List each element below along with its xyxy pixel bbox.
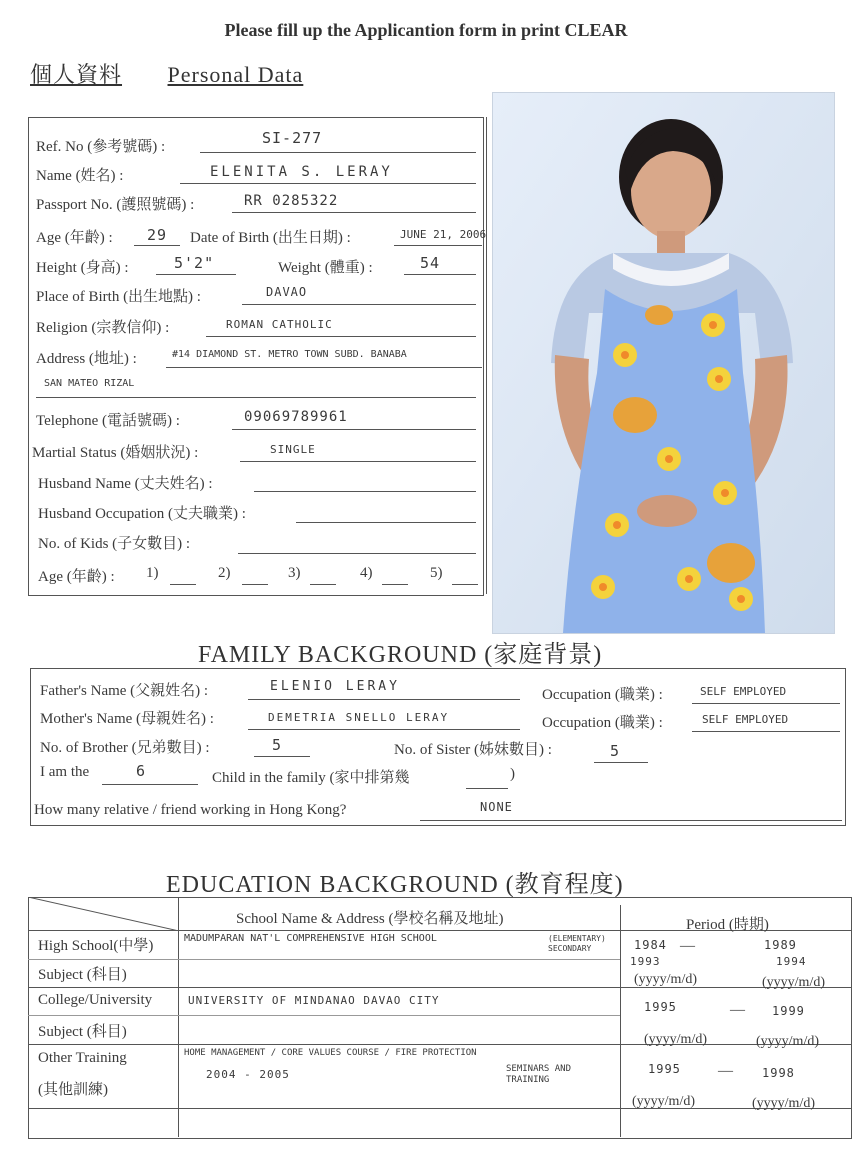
passport-value[interactable]: RR 0285322 [244,193,339,209]
personal-heading-cn: 個人資料 [30,62,123,87]
father-label: Father's Name (父親姓名) : [40,683,209,699]
age-label: Age (年齡) : [36,230,113,246]
name-label: Name (姓名) : [36,168,124,184]
name-value[interactable]: ELENITA S. LERAY [210,164,393,180]
religion-label: Religion (宗教信仰) : [36,320,170,336]
header-diagonal [28,897,179,931]
applicant-photo-drawing [493,93,834,633]
telephone-value[interactable]: 09069789961 [244,409,348,425]
mother-value[interactable]: DEMETRIA SNELLO LERAY [268,711,450,724]
relative-value[interactable]: NONE [480,800,513,814]
form-title: Please fill up the Applicantion form in print CLEAR [224,20,628,40]
address-value-1[interactable]: #14 DIAMOND ST. METRO TOWN SUBD. BANABA [172,349,407,360]
college-date-format-to: (yyyy/m/d) [756,1034,819,1049]
husband-occ-label: Husband Occupation (丈夫職業) : [38,506,246,522]
subject-label: Subject (科目) [38,967,127,983]
sister-value[interactable]: 5 [610,742,621,760]
telephone-label: Telephone (電話號碼) : [36,413,180,429]
relative-label: How many relative / friend working in Hong Kong? [34,802,347,818]
height-label: Height (身高) : [36,260,129,276]
kids-label: No. of Kids (子女數目) : [38,536,191,552]
high-school-label: High School(中學) [38,938,154,954]
brother-label: No. of Brother (兄弟數目) : [40,740,210,756]
religion-value[interactable]: ROMAN CATHOLIC [226,318,333,331]
college-label: College/University [38,992,153,1008]
address-value-2[interactable]: SAN MATEO RIZAL [44,378,135,389]
school-header: School Name & Address (學校名稱及地址) [236,911,504,927]
ref-value[interactable]: SI-277 [262,129,323,147]
pob-value[interactable]: DAVAO [266,285,308,299]
father-value[interactable]: ELENIO LERAY [270,679,400,694]
college-date-format-from: (yyyy/m/d) [644,1032,707,1047]
child-close: ) [510,766,515,782]
hs-date-format-from: (yyyy/m/d) [634,972,697,987]
dob-value[interactable]: JUNE 21, 2006 [400,228,487,241]
hs-date-format-to: (yyyy/m/d) [762,975,825,990]
high-school-to[interactable]: 1989 [764,938,797,952]
subject2-label: Subject (科目) [38,1024,127,1040]
other-label-2: (其他訓練) [38,1082,108,1098]
high-school-from[interactable]: 1984 [634,938,667,952]
high-school-note[interactable]: (ELEMENTARY) SECONDARY [548,934,606,953]
personal-box-edge [486,117,487,594]
weight-value[interactable]: 54 [420,254,441,272]
other-date-format-from: (yyyy/m/d) [632,1094,695,1109]
other-label-1: Other Training [38,1050,127,1066]
other-value-1[interactable]: HOME MANAGEMENT / CORE VALUES COURSE / FIRE PROTECTION [184,1048,477,1058]
husband-name-label: Husband Name (丈夫姓名) : [38,476,213,492]
kids-age-slot-4: 4) [360,565,373,581]
mother-label: Mother's Name (母親姓名) : [40,711,214,727]
personal-data-heading [30,58,303,89]
age-value[interactable]: 29 [147,226,168,244]
iam-label: I am the [40,764,90,780]
college-value[interactable]: UNIVERSITY OF MINDANAO DAVAO CITY [188,994,440,1007]
iam-value[interactable]: 6 [136,762,147,780]
kids-age-slot-5: 5) [430,565,443,581]
passport-label: Passport No. (護照號碼) : [36,197,195,213]
education-heading: EDUCATION BACKGROUND (教育程度) [166,872,624,898]
kids-age-slot-2: 2) [218,565,231,581]
personal-heading-en: Personal Data [167,62,304,87]
height-value[interactable]: 5'2" [174,254,215,272]
child-label: Child in the family (家中排第幾 [212,770,410,786]
address-label: Address (地址) : [36,351,137,367]
father-occ-value[interactable]: SELF EMPLOYED [700,685,787,698]
college-from[interactable]: 1995 [644,1000,677,1014]
weight-label: Weight (體重) : [278,260,373,276]
high-school-to2[interactable]: 1994 [776,955,807,968]
other-date-format-to: (yyyy/m/d) [752,1096,815,1111]
brother-value[interactable]: 5 [272,736,283,754]
other-value-2[interactable]: 2004 - 2005 [206,1068,290,1081]
high-school-from2[interactable]: 1993 [630,955,661,968]
mother-occ-value[interactable]: SELF EMPLOYED [702,713,789,726]
marital-label: Martial Status (婚姻狀況) : [32,445,199,461]
ref-label: Ref. No (參考號碼) : [36,139,166,155]
period-header: Period (時期) [686,917,769,933]
kids-age-slot-3: 3) [288,565,301,581]
other-value-3[interactable]: SEMINARS AND TRAINING [506,1064,572,1085]
sister-label: No. of Sister (姊妹數目) : [394,742,552,758]
dob-label: Date of Birth (出生日期) : [190,230,351,246]
pob-label: Place of Birth (出生地點) : [36,289,201,305]
other-to[interactable]: 1998 [762,1066,795,1080]
college-to[interactable]: 1999 [772,1004,805,1018]
other-from[interactable]: 1995 [648,1062,681,1076]
father-occ-label: Occupation (職業) : [542,687,663,703]
marital-value[interactable]: SINGLE [270,443,316,456]
mother-occ-label: Occupation (職業) : [542,715,663,731]
family-heading: FAMILY BACKGROUND (家庭背景) [198,642,603,668]
high-school-value[interactable]: MADUMPARAN NAT'L COMPREHENSIVE HIGH SCHOOL [184,933,437,944]
kids-age-label: Age (年齡) : [38,569,115,585]
applicant-photo [492,92,835,634]
kids-age-slot-1: 1) [146,565,159,581]
